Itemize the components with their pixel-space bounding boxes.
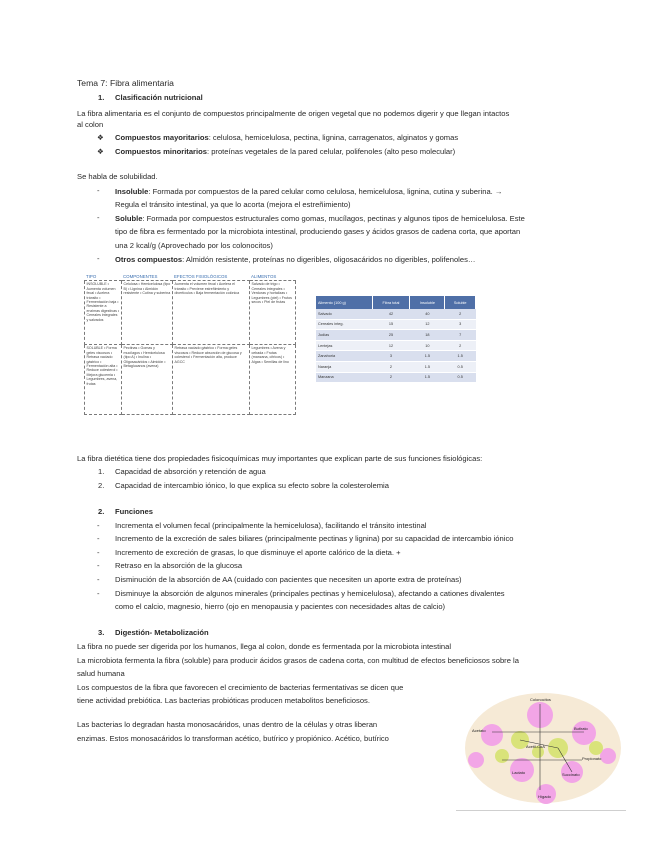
table-cell: INSOLUBLE • Aumenta volumen fecal • Acelera tránsito • Fermentación baja • Resistente a enzimas digestivas • Cereales integrales y salvados bbox=[85, 281, 122, 345]
table-cell: 10 bbox=[410, 340, 445, 351]
section2-number: 2. bbox=[98, 507, 105, 516]
diamond-bullet-icon: ❖ bbox=[97, 147, 104, 156]
table-header-row bbox=[316, 296, 476, 309]
table-cell: 12 bbox=[410, 319, 445, 330]
dash-bullet: - bbox=[97, 521, 100, 530]
table-row bbox=[316, 351, 476, 362]
table-row bbox=[316, 361, 476, 372]
dash-bullet: - bbox=[97, 548, 100, 557]
figure-label: Acetil-CoA bbox=[526, 744, 545, 749]
insoluble-label: Insoluble bbox=[115, 187, 149, 196]
table-cell: 40 bbox=[410, 309, 445, 319]
table-cell: 2 bbox=[372, 372, 410, 383]
table-cell: 7 bbox=[445, 330, 476, 341]
minoritarios-label: Compuestos minoritarios bbox=[115, 147, 207, 156]
property-item: Capacidad de absorción y retención de agua bbox=[115, 467, 266, 476]
table-cell: 0.5 bbox=[445, 361, 476, 372]
section3-number: 3. bbox=[98, 628, 105, 637]
table-cell: 42 bbox=[372, 309, 410, 319]
function-item: Disminución de la absorción de AA (cuidado con pacientes que necesiten un aporte extra de proteínas) bbox=[115, 575, 462, 584]
table-cell: 1.5 bbox=[410, 372, 445, 383]
table-row bbox=[85, 345, 296, 415]
table-cell: Cereales integ. bbox=[316, 319, 372, 330]
function-item: Incrementa el volumen fecal (principalmente la hemicelulosa), facilitando el tránsito intestinal bbox=[115, 521, 427, 530]
table-cell: Legumbres • Avena y cebada • Frutas (manzana, cítricos) • Algas • Semillas de lino bbox=[250, 345, 296, 415]
table-cell: Zanahoria bbox=[316, 351, 372, 362]
section1-intro-line1: La fibra alimentaria es el conjunto de compuestos principalmente de origen vegetal que no podemos digerir y que llegan intactos bbox=[77, 109, 510, 118]
property-item: Capacidad de intercambio iónico, lo que explica su efecto sobre la colesterolemia bbox=[115, 481, 389, 490]
function-item: Retraso en la absorción de la glucosa bbox=[115, 561, 243, 570]
table-cell: Naranja bbox=[316, 361, 372, 372]
dash-bullet: - bbox=[97, 561, 100, 570]
bullet-mayoritarios bbox=[115, 132, 458, 143]
table-cell: Celulosa • Hemicelulosa (tipo B) • Lignina • Almidón resistente • Cutina y suberina bbox=[122, 281, 173, 345]
figure-label: Lactato bbox=[512, 770, 526, 775]
mayoritarios-text: : celulosa, hemicelulosa, pectina, lignina, carragenatos, alginatos y gomas bbox=[208, 133, 459, 142]
section3-paragraph: enzimas. Estos monosacáridos lo transforman acético, butírico y propiónico. Acético, butírico bbox=[77, 734, 389, 743]
section1-intro-line2: al colon bbox=[77, 120, 104, 129]
pink-cell bbox=[468, 752, 484, 768]
section3-paragraph: La microbiota fermenta la fibra (soluble) para producir ácidos grasos de cadena corta, con multitud de efectos beneficiosos sobre la bbox=[77, 656, 519, 665]
table-cell: 3 bbox=[372, 351, 410, 362]
table-row bbox=[85, 281, 296, 345]
table-cell: 1.5 bbox=[445, 351, 476, 362]
properties-intro: La fibra dietética tiene dos propiedades fisicoquímicas muy importantes que explican parte de sus funciones fisiológicas: bbox=[77, 454, 483, 463]
table-cell: Pectinas • Gomas y mucílagos • Hemicelulosa (tipo A) • Inulina • Oligosacáridos • Almidón • Betaglucanos (avena) bbox=[122, 345, 173, 415]
fiber-content-table bbox=[316, 296, 476, 383]
fiber-metabolism-diagram bbox=[462, 690, 624, 806]
property-number: 2. bbox=[98, 481, 105, 490]
function-item: Disminuye la absorción de algunos minerales (principales pectinas y hemicelulosa), afectando a cationes divalentes bbox=[115, 589, 505, 598]
table-cell: SOLUBLE • Forma geles viscosos • Retrasa vaciado gástrico • Fermentación alta • Reduce colesterol • Mejora glucemia • Legumbres, avena, frutas bbox=[85, 345, 122, 415]
table-cell: Aumenta el volumen fecal • Acelera el tránsito • Previene estreñimiento y divertículos • Baja fermentación colónica bbox=[173, 281, 250, 345]
section3-paragraph: Los compuestos de la fibra que favorecen el crecimiento de bacterias fermentativas se dicen que bbox=[77, 683, 404, 692]
table-header-cell: Fibra total bbox=[372, 296, 410, 309]
section3-heading: Digestión- Metabolización bbox=[115, 628, 209, 637]
table-header-cell: Alimento (100 g) bbox=[316, 296, 372, 309]
table-cell: Manzana bbox=[316, 372, 372, 383]
soluble-text: : Formada por compuestos estructurales como gomas, mucílagos, pectinas y algunos tipos de hemicelulosa. Este bbox=[142, 214, 525, 223]
dash-bullet: - bbox=[97, 589, 100, 598]
table-cell: 15 bbox=[372, 319, 410, 330]
figure-label: Propionato bbox=[582, 756, 602, 761]
table-row bbox=[316, 372, 476, 383]
table-row bbox=[316, 309, 476, 319]
dash-bullet: - bbox=[97, 213, 100, 222]
solubility-intro: Se habla de solubilidad. bbox=[77, 172, 158, 181]
table-header-row bbox=[85, 274, 296, 281]
table-cell: 18 bbox=[410, 330, 445, 341]
figure-label: Acetato bbox=[472, 728, 486, 733]
figure-label: Hígado bbox=[538, 794, 551, 799]
table-cell: 25 bbox=[372, 330, 410, 341]
function-item-continuation: como el calcio, magnesio, hierro (ojo en menopausia y pacientes con necesidades altas de calcio) bbox=[115, 602, 446, 611]
function-item: Incremento de la excreción de sales biliares (principalmente pectinas y lignina) por su capacidad de intercambio iónico bbox=[115, 534, 514, 543]
fiber-types-table bbox=[84, 274, 296, 415]
table-header-cell: COMPONENTES bbox=[122, 274, 173, 281]
function-item: Incremento de excreción de grasas, lo que disminuye el aporte calórico de la dieta. + bbox=[115, 548, 401, 557]
table-cell: 1.5 bbox=[410, 361, 445, 372]
table-header-cell: TIPO bbox=[85, 274, 122, 281]
figure-label: Succinato bbox=[562, 772, 580, 777]
table-cell: 3 bbox=[445, 319, 476, 330]
figure-label: Butirato bbox=[574, 726, 588, 731]
soluble-line3: una 2 kcal/g (Aprovechado por los colonocitos) bbox=[115, 241, 273, 250]
section2-heading: Funciones bbox=[115, 507, 153, 516]
table-cell: Lentejas bbox=[316, 340, 372, 351]
table-cell: Salvado de trigo • Cereales integrales • Verduras y hortalizas • Legumbres (piel) • Frutos secos • Piel de frutas bbox=[250, 281, 296, 345]
table-header-cell: ALIMENTOS bbox=[250, 274, 296, 281]
table-cell: 0.5 bbox=[445, 372, 476, 383]
diamond-bullet-icon: ❖ bbox=[97, 133, 104, 142]
otros-label: Otros compuestos bbox=[115, 255, 183, 264]
table-cell: Salvado bbox=[316, 309, 372, 319]
dash-bullet: - bbox=[97, 575, 100, 584]
table-header-cell: Insoluble bbox=[410, 296, 445, 309]
section1-number: 1. bbox=[98, 93, 105, 102]
section3-paragraph: La fibra no puede ser digerida por los humanos, llega al colon, donde es fermentada por la microbiota intestinal bbox=[77, 642, 452, 651]
soluble-line2: tipo de fibra es fermentado por la microbiota intestinal, produciendo gases y ácidos grasos de cadena corta, que aportan bbox=[115, 227, 521, 236]
table-cell: Judías bbox=[316, 330, 372, 341]
minoritarios-text: : proteínas vegetales de la pared celular, polifenoles (alto peso molecular) bbox=[206, 147, 456, 156]
soluble-line1 bbox=[115, 213, 525, 224]
mayoritarios-label: Compuestos mayoritarios bbox=[115, 133, 209, 142]
table-cell: 2 bbox=[445, 309, 476, 319]
insoluble-text: : Formada por compuestos de la pared celular como celulosa, hemicelulosa, lignina, cutina y suberina. → bbox=[148, 187, 503, 196]
table-cell: 2 bbox=[445, 340, 476, 351]
insoluble-line1 bbox=[115, 186, 502, 197]
pink-cell bbox=[572, 721, 596, 745]
bullet-minoritarios bbox=[115, 146, 455, 157]
insoluble-line2: Regula el tránsito intestinal, ya que lo acorta (mejora el estreñimiento) bbox=[115, 200, 351, 209]
table-cell: 12 bbox=[372, 340, 410, 351]
section3-paragraph: salud humana bbox=[77, 669, 125, 678]
table-row bbox=[316, 330, 476, 341]
figure-label: Colonocitos bbox=[530, 697, 551, 702]
dash-bullet: - bbox=[97, 186, 100, 195]
table-row bbox=[316, 319, 476, 330]
property-number: 1. bbox=[98, 467, 105, 476]
figure-divider bbox=[456, 810, 626, 811]
table-header-cell: EFECTOS FISIOLÓGICOS bbox=[173, 274, 250, 281]
document-title: Tema 7: Fibra alimentaria bbox=[77, 78, 174, 88]
green-bacterium bbox=[495, 749, 509, 763]
section3-paragraph: Las bacterias lo degradan hasta monosacáridos, unas dentro de la células y otras liberan bbox=[77, 720, 378, 729]
otros-text: : Almidón resistente, proteínas no digeribles, oligosacáridos no digeribles, polifenoles… bbox=[182, 255, 476, 264]
table-cell: 2 bbox=[372, 361, 410, 372]
table-row bbox=[316, 340, 476, 351]
section1-heading: Clasificación nutricional bbox=[115, 93, 203, 102]
dash-bullet: - bbox=[97, 254, 100, 263]
green-bacterium bbox=[589, 741, 603, 755]
table-cell: 1.5 bbox=[410, 351, 445, 362]
table-header-cell: Soluble bbox=[445, 296, 476, 309]
section3-paragraph: tiene actividad prebiótica. Las bacterias probióticas producen metabolitos beneficiosos. bbox=[77, 696, 370, 705]
soluble-label: Soluble bbox=[115, 214, 143, 223]
otros-line bbox=[115, 254, 475, 265]
dash-bullet: - bbox=[97, 534, 100, 543]
table-cell: Retrasa vaciado gástrico • Forma geles viscosos • Reduce absorción de glucosa y colesterol • Fermentación alta, produce AGCC bbox=[173, 345, 250, 415]
